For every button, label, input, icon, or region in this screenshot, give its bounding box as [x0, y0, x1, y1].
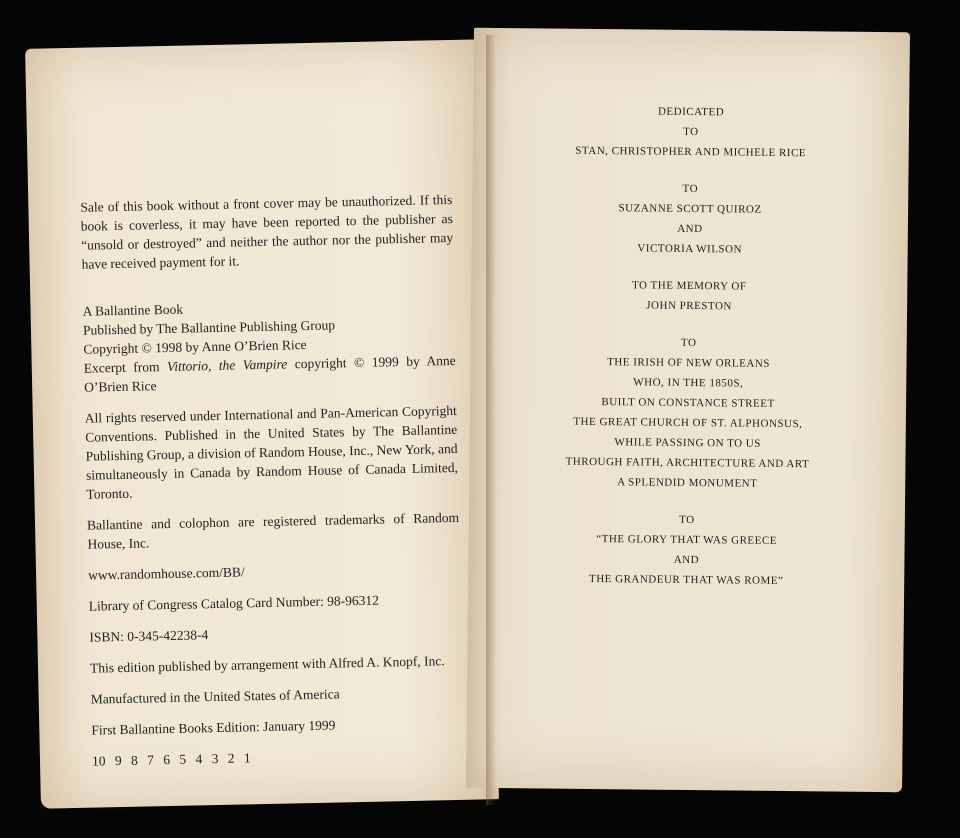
- dedication-line: TO: [682, 182, 699, 196]
- dedication-line: “THE GLORY THAT WAS GREECE: [596, 533, 778, 547]
- book-gutter: [486, 35, 496, 805]
- dedication-line: STAN, CHRISTOPHER AND MICHELE RICE: [575, 144, 807, 160]
- dedication-line: SUZANNE SCOTT QUIROZ: [618, 202, 762, 216]
- dedication-page: [466, 28, 910, 793]
- imprint-line-1: A Ballantine Book: [82, 301, 184, 319]
- dedication-line: A SPLENDID MONUMENT: [617, 476, 758, 490]
- trademark-statement: Ballantine and colophon are registered trademarks of Random House, Inc.: [86, 509, 460, 552]
- manufactured-line: Manufactured in the United States of America: [90, 686, 340, 707]
- arrangement-line: This edition published by arrangement with Alfred A. Knopf, Inc.: [89, 653, 445, 676]
- dedication-line: TO THE MEMORY OF: [632, 279, 747, 293]
- dedication-line: WHO, IN THE 1850S,: [633, 376, 744, 390]
- lccn-line: Library of Congress Catalog Card Number: 98-96312: [88, 592, 380, 614]
- dedication-line: AND: [673, 553, 700, 567]
- dedication-line: VICTORIA WILSON: [637, 242, 743, 256]
- isbn-line: ISBN: 0-345-42238-4: [89, 627, 209, 645]
- publisher-url: www.randomhouse.com/BB/: [87, 564, 245, 583]
- dedication-line: THE GRANDEUR THAT WAS ROME”: [588, 572, 784, 588]
- coverless-disclaimer: Sale of this book without a front cover may be unauthorized. If this book is coverless, it may have been reported to the publisher as “unsold or destroyed” and neither the author nor the publisher may have received payment for it.: [80, 191, 454, 272]
- dedication-line: DEDICATED: [657, 105, 725, 119]
- dedication-line: THROUGH FAITH, ARCHITECTURE AND ART: [565, 455, 810, 471]
- copyright-page: [25, 39, 499, 808]
- dedication-line: TO: [683, 125, 699, 139]
- excerpt-prefix: Excerpt from: [83, 358, 168, 376]
- copyright-line: Copyright © 1998 by Anne O’Brien Rice: [83, 337, 307, 357]
- copyright-text-block: [80, 190, 464, 783]
- dedication-line: BUILT ON CONSTANCE STREET: [601, 396, 775, 410]
- rights-statement: All rights reserved under International and Pan-American Copyright Conventions. Published in the United States by The Ballantine Publishing Group, a division of Random House, Inc., New York, and simultaneously in Canada by Random House of Canada Limited, Toronto.: [84, 402, 459, 502]
- dedication-line: AND: [677, 222, 703, 236]
- excerpt-line: [84, 351, 457, 397]
- dedication-line: TO: [679, 513, 695, 527]
- excerpt-suffix: copyright © 1999 by Anne O’Brien Rice: [84, 352, 456, 395]
- edition-line: First Ballantine Books Edition: January 1999: [91, 717, 336, 738]
- imprint-line-2: Published by The Ballantine Publishing Group: [82, 317, 336, 338]
- printing-numbers: 10 9 8 7 6 5 4 3 2 1: [91, 750, 251, 769]
- excerpt-title: Vittorio, the Vampire: [166, 356, 288, 374]
- dedication-block: [468, 100, 909, 593]
- dedication-line: THE IRISH OF NEW ORLEANS: [607, 356, 770, 370]
- dedication-line: THE GREAT CHURCH OF ST. ALPHONSUS,: [573, 415, 803, 431]
- dedication-line: JOHN PRESTON: [646, 299, 732, 313]
- dedication-line: TO: [680, 336, 697, 350]
- dedication-line: WHILE PASSING ON TO US: [614, 436, 761, 450]
